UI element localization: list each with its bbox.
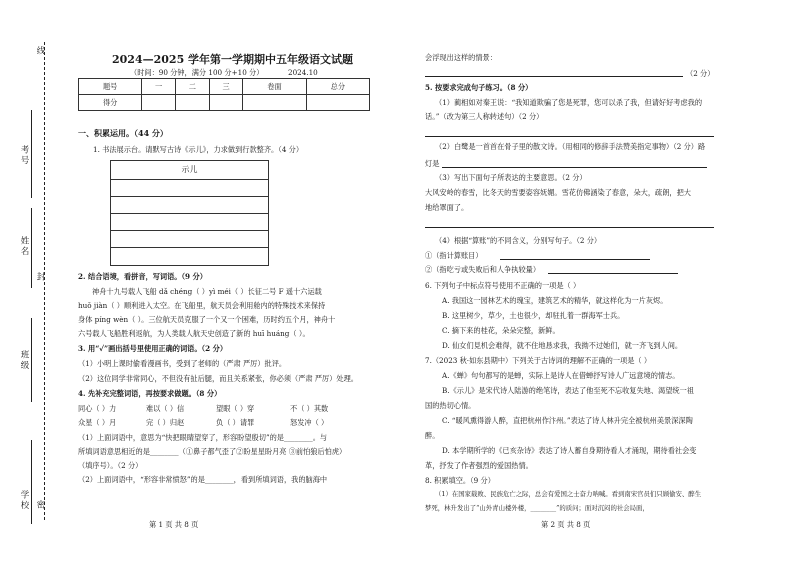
question-1: 1. 书法展示台。请默写古诗《示儿》，力求做到行款整齐。（4 分） (93, 145, 304, 154)
idiom-item: 望眼（ ）穿 (216, 404, 255, 413)
answer-line[interactable] (442, 167, 707, 168)
exam-meta: （时间：90 分钟，满分 100 分+10 分） (130, 68, 264, 77)
question-8-1: （1）在国家载败、民族危亡之际，总会有爱国之士奋力呐喊。看到南宋官员们只顾偷安、醉生 (435, 490, 702, 498)
page-2-footer: 第 2 页 共 8 页 (541, 520, 591, 529)
question-7-option[interactable]: A.《蝉》句句都写的是蝉，实际上是诗人在借蝉抒写诗人广远意境的情志。 (442, 371, 680, 380)
question-5-3-text: 地给罩面了。 (425, 203, 469, 212)
class-field[interactable] (31, 318, 32, 402)
poem-writing-grid (110, 160, 269, 266)
score-cell[interactable] (142, 95, 176, 111)
question-8: 8. 积累填空。（9 分） (425, 476, 495, 485)
school-label: 学校 (19, 490, 29, 511)
seal-label: 封 (35, 272, 45, 283)
question-2-line: 六号载人飞船胜利返航，为人类载人航天史创造了新的 huī huáng（ ）。 (78, 329, 310, 338)
answer-line[interactable] (425, 227, 714, 228)
section-1-heading: 一、积累运用。（44 分） (78, 128, 168, 138)
question-4-line: 所填词语意思相近的是________（①鼻子都气歪了②盼星星盼月亮 ③前怕狼后怕虎） (78, 447, 347, 456)
score-table (78, 78, 370, 111)
answer-line[interactable] (425, 136, 714, 137)
question-3-title: 3. 用“✓”画出括号里使用正确的词语。（2 分） (78, 344, 228, 353)
score-header: 一 (142, 79, 176, 95)
poem-title: 示儿 (181, 165, 198, 174)
question-5-2: （2）白鹭是一首首在骨子里的散文诗。（用相同的修辞手法赞美指定事物）（2 分）路 (435, 142, 706, 151)
score-row-label: 得分 (79, 95, 142, 111)
question-4-line: （2）上面词语中，“形容非常愤怒”的是________，看到所填词语，我的脑海中 (78, 475, 328, 484)
idiom-item: 同心（ ）力 (78, 404, 117, 413)
idiom-item: 众星（ ）月 (78, 418, 117, 427)
question-5-4-a: ①（指计算账目） (425, 251, 483, 260)
score-cell[interactable] (209, 95, 243, 111)
question-2-line: 神舟十九号载人飞船 dǎ chéng（ ）yì méi（ ）长征二号 F 遥十六运载 (92, 287, 322, 296)
question-5-4: （4）根据“算账”的不同含义，分别写句子。（2 分） (435, 236, 602, 245)
score-cell[interactable] (306, 95, 369, 111)
question-7-option[interactable]: D. 本学期所学的《已亥杂诗》表达了诗人蓄自身期待看人才涌现，期待看社会变 (442, 446, 697, 455)
idiom-item: 怒发冲（ ） (290, 418, 329, 427)
answer-line[interactable] (425, 76, 683, 77)
question-2-line: 身体 píng wèn（ ）。三位航天员克服了一个又一个困难，历时约五个月，神舟十 (78, 315, 336, 324)
idiom-item: 难以（ ）信 (146, 404, 185, 413)
page-1-footer: 第 1 页 共 8 页 (149, 520, 199, 529)
score-header: 二 (175, 79, 209, 95)
question-3-line: （2）这位同学非常同心，不但没有扯后腿，而且关系紧张，你必须（严肃 严厉）处理。 (78, 374, 358, 383)
question-4-line: （1）上面词语中，意思为“快把眼睛望穿了，形容盼望殷切”的是________。与 (78, 433, 328, 442)
question-4-line: （填序号）。（2 分） (78, 461, 143, 470)
exam-title: 2024—2025 学年第一学期期中五年级语文试题 (112, 53, 354, 66)
writing-row[interactable] (111, 196, 268, 213)
idiom-item: 不（ ）其数 (290, 404, 329, 413)
score-cell[interactable] (175, 95, 209, 111)
page-2-top-score: （2 分） (686, 69, 715, 78)
question-6-option[interactable]: B. 这里树少，草少，土也很少，却驻扎着一群海军士兵。 (442, 311, 625, 320)
score-header: 卷面 (243, 79, 306, 95)
question-4-title: 4. 先补充完整词语，再按要求做题。（8 分） (78, 389, 222, 398)
question-5-3-text: 大风安岭的春雪，比冬天的雪要姿容妩媚。雪花仿佛涵染了春意，朵大，疏朗，把大 (425, 188, 691, 197)
question-6-option[interactable]: C. 摘下来的桂花，朵朵完整，新鲜。 (442, 326, 560, 335)
page-2-top-line: 会浮现出这样的情景： (425, 53, 497, 62)
idiom-item: 完（ ）归赵 (146, 418, 185, 427)
secret-label: 密 (35, 500, 45, 511)
question-5-1-cont: 话。”（改为第三人称转述句）（2 分） (425, 112, 544, 121)
question-7-option-cont: 革，抒发了作者强烈的爱国热情。 (425, 461, 533, 470)
score-cell[interactable] (243, 95, 306, 111)
question-2-title: 2. 结合语境，看拼音，写词语。（9 分） (78, 272, 207, 281)
score-header: 总分 (306, 79, 369, 95)
exam-number-label: 考号 (19, 145, 29, 166)
class-label: 班级 (19, 350, 29, 371)
question-5-3: （3）写出下面句子所表达的主要意思。（2 分） (435, 173, 587, 182)
question-5-1: （1）蔺相如对秦王说：“我知道欺骗了您是死罪，您可以杀了我，但请好好考虑我的 (435, 98, 703, 107)
question-5-title: 5. 按要求完成句子练习。（8 分） (425, 83, 533, 92)
name-field[interactable] (31, 208, 32, 288)
question-2-line: huǒ jiàn（ ）順利进入太空。在飞船里，航天员会利用舱内的特殊技术来保持 (78, 301, 326, 310)
question-6-option[interactable]: D. 仙女们見机会难得，就不住地恳求我，我拗不过她们，就一齐飞到人间。 (442, 341, 683, 350)
writing-row[interactable] (111, 213, 268, 230)
question-5-2-cont: 灯是 (425, 159, 440, 168)
question-6: 6. 下列句子中标点符号使用不正确的一项是（ ） (425, 281, 581, 290)
question-3-line: （1）小明上课时偷看漫画书，受到了老师的（严肃 严厉）批评。 (78, 359, 287, 368)
question-7-option-cont: 国的热切心情。 (425, 401, 476, 410)
score-header: 题号 (79, 79, 142, 95)
name-label: 姓名 (19, 236, 29, 257)
writing-row[interactable] (111, 247, 268, 264)
question-7-option-cont: 醉。 (425, 431, 440, 440)
question-8-1-cont: 梦死，林升发出了“山外青山楼外楼，________”的质问；面对沉闷的社会局面， (425, 504, 649, 512)
answer-line[interactable] (548, 273, 678, 274)
question-7-option[interactable]: B.《示儿》是宋代诗人陆游的绝笔诗，表达了他至死不忘收复失地、渴望统一祖 (442, 386, 694, 395)
question-6-option[interactable]: A. 我国这一园林艺术的瑰宝，建筑艺术的精华，就这样化为一片灰烬。 (442, 296, 668, 305)
score-header: 三 (209, 79, 243, 95)
idiom-item: 负（ ）请罪 (216, 418, 255, 427)
answer-line[interactable] (500, 259, 650, 260)
question-7: 7.（2023 秋·如东县期中）下列关于古诗词的理解不正确的一项是（ ） (425, 356, 652, 365)
writing-row[interactable] (111, 230, 268, 247)
school-field[interactable] (31, 440, 32, 524)
exam-number-field[interactable] (31, 110, 32, 198)
binding-line-label: 线 (35, 46, 45, 57)
writing-row[interactable] (111, 179, 268, 196)
question-5-4-b: ②（指吃亏或失败后和人争执较量） (425, 265, 541, 274)
question-7-option[interactable]: C. “暖风熏得游人醉，直把杭州作汴州。”表达了诗人林升完全被杭州美景深深陶 (442, 416, 693, 425)
exam-date: 2024.10 (288, 68, 318, 77)
